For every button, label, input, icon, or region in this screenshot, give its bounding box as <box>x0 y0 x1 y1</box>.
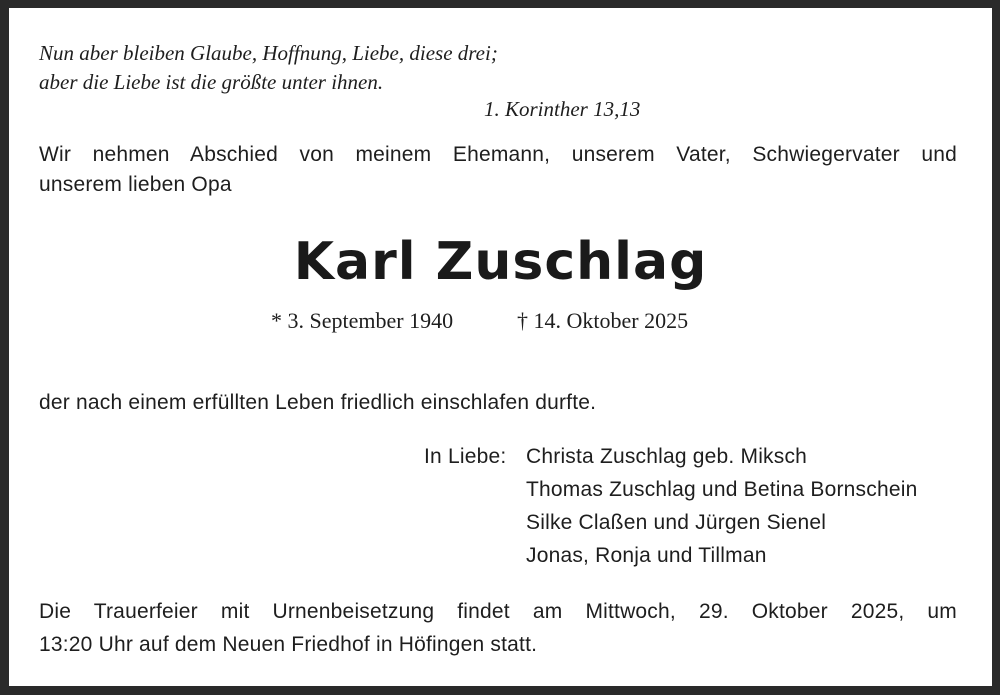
birth-date: * 3. September 1940 <box>271 308 454 333</box>
deceased-name: Karl Zuschlag <box>293 232 708 292</box>
intro-line-2: unserem lieben Opa <box>39 173 232 196</box>
mourner-name: Christa Zuschlag geb. Miksch <box>526 445 808 468</box>
mourner-name: Thomas Zuschlag und Betina Bornschein <box>526 478 918 501</box>
funeral-info-line-1: Die Trauerfeier mit Urnenbeisetzung findet am Mittwoch, 29. Oktober 2025, um <box>39 600 957 623</box>
bible-verse-line-1: Nun aber bleiben Glaube, Hoffnung, Liebe, diese drei; <box>39 41 498 65</box>
bible-verse-reference: 1. Korinther 13,13 <box>484 97 641 121</box>
intro-line-1: Wir nehmen Abschied von meinem Ehemann, unserem Vater, Schwiegervater und <box>39 143 957 166</box>
mourner-name: Silke Claßen und Jürgen Sienel <box>526 511 827 534</box>
bible-verse-line-2: aber die Liebe ist die größte unter ihnen. <box>39 70 384 94</box>
death-date: † 14. Oktober 2025 <box>517 308 689 333</box>
mourner-name: Jonas, Ronja und Tillman <box>526 544 767 567</box>
mourners-label: In Liebe: <box>424 445 507 468</box>
statement-text: der nach einem erfüllten Leben friedlich einschlafen durfte. <box>39 391 597 414</box>
funeral-info-line-2: 13:20 Uhr auf dem Neuen Friedhof in Höfingen statt. <box>39 633 538 656</box>
